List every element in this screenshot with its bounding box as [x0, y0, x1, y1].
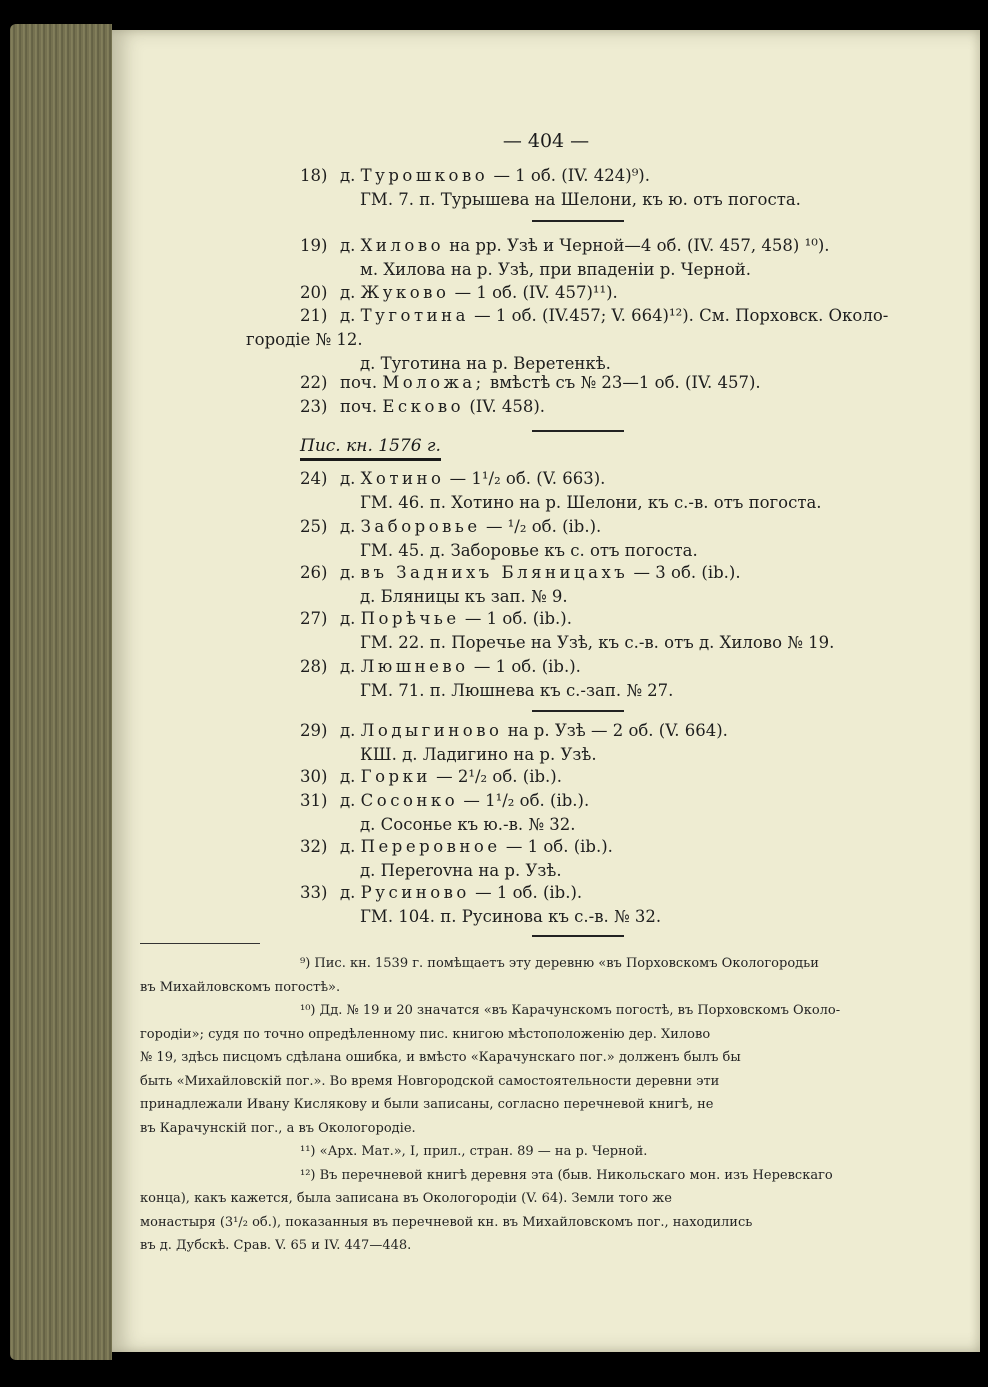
entry-number: 18)	[300, 166, 328, 185]
entry-details: — 3 об. (ib.).	[633, 563, 741, 582]
entry-place-name: Лодыгиново	[360, 721, 503, 740]
entry-details: — 1 об. (IV. 457)¹¹).	[454, 283, 618, 302]
entry-row	[300, 468, 605, 490]
entry-type: д.	[340, 517, 356, 536]
entry-row	[300, 882, 582, 904]
entry-place-name: Русиново	[360, 883, 470, 902]
entry-row	[300, 396, 545, 418]
entry-type: д.	[340, 563, 356, 582]
entry-number: 32)	[300, 837, 328, 856]
entry-place-name: въ Заднихъ Бляницахъ	[360, 563, 629, 582]
entry-row	[300, 656, 581, 678]
footnote-line: ⁹) Пис. кн. 1539 г. помѣщаетъ эту деревню «въ Порховскомъ Окологородьи	[300, 956, 819, 971]
book-page-edges	[10, 24, 112, 1360]
entry-row	[300, 165, 650, 187]
entry-details: — 1¹/₂ об. (ib.).	[463, 791, 590, 810]
entry-row	[300, 562, 741, 584]
entry-type: д.	[340, 306, 356, 325]
entry-place-name: Хилово	[360, 236, 445, 255]
entry-details: вмѣстѣ съ № 23—1 об. (IV. 457).	[489, 373, 761, 392]
entry-details: — 2¹/₂ об. (ib.).	[436, 767, 562, 786]
entry-details: — 1 об. (ib.).	[464, 609, 572, 628]
entry-row	[300, 372, 761, 394]
entry-modern-location: д. Сосонье къ ю.-в. № 32.	[360, 815, 576, 834]
entry-details: — ¹/₂ об. (ib.).	[485, 517, 602, 536]
entry-number: 20)	[300, 283, 328, 302]
entry-modern-location: м. Хилова на р. Узѣ, при впаденіи р. Черной.	[360, 260, 752, 279]
entry-type: д.	[340, 837, 356, 856]
entry-number: 30)	[300, 767, 328, 786]
entry-type: поч.	[340, 373, 378, 392]
entry-modern-location: д. Туготина на р. Веретенкѣ.	[360, 354, 611, 373]
page-number: — 404 —	[502, 130, 590, 152]
entry-number: 21)	[300, 306, 328, 325]
entry-place-name: Люшнево	[360, 657, 469, 676]
entry-modern-location: ГМ. 46. п. Хотино на р. Шелони, къ с.-в. отъ погоста.	[360, 493, 822, 512]
entry-type: поч.	[340, 397, 378, 416]
footnote-line: въ Михайловскомъ погостѣ».	[140, 979, 341, 995]
entry-number: 29)	[300, 721, 328, 740]
separator-rule-3	[532, 710, 624, 712]
entry-modern-location: д. Перerovна на р. Узѣ.	[360, 861, 562, 880]
entry-type: д.	[340, 791, 356, 810]
entry-row	[300, 720, 728, 742]
entry-type: д.	[340, 609, 356, 628]
entry-modern-location: КШ. д. Ладигино на р. Узѣ.	[360, 745, 597, 764]
entry-number: 19)	[300, 236, 328, 255]
entry-place-name: Порѣчье	[360, 609, 460, 628]
entry-details: — 1 об. (ib.).	[473, 657, 581, 676]
entry-modern-location: ГМ. 22. п. Поречье на Узѣ, къ с.-в. отъ д. Хилово № 19.	[360, 633, 835, 652]
entry-place-name: Есково	[382, 397, 465, 416]
footnote-line: ¹⁰) Дд. № 19 и 20 значатся «въ Карачунскомъ погостѣ, въ Порховскомъ Около-	[300, 1003, 841, 1018]
footnote-line: въ д. Дубскѣ. Срав. V. 65 и IV. 447—448.	[140, 1238, 412, 1253]
entry-place-name: Туготина	[360, 306, 469, 325]
separator-rule-4	[532, 935, 624, 937]
footnote-line: въ Карачунскій пог., а въ Окологородіе.	[140, 1120, 416, 1136]
entry-row	[300, 516, 601, 538]
entry-type: д.	[340, 469, 356, 488]
entry-type: д.	[340, 283, 356, 302]
entry-details: на рр. Узѣ и Черной—4 об. (IV. 457, 458) ¹⁰).	[449, 236, 830, 255]
entry-row	[300, 282, 618, 304]
entry-number: 25)	[300, 517, 328, 536]
entry-row	[300, 790, 589, 812]
footnote-line: конца), какъ кажется, была записана въ Окологородіи (V. 64). Земли того же	[140, 1191, 672, 1206]
entry-number: 22)	[300, 373, 328, 392]
footnote-line: городіи»; судя по точно опредѣленному пис. книгою мѣстоположенію дер. Хилово	[140, 1026, 711, 1042]
footnote-line: монастыря (3¹/₂ об.), показанныя въ перечневой кн. въ Михайловскомъ пог., находились	[140, 1214, 753, 1230]
entry-number: 26)	[300, 563, 328, 582]
entry-number: 33)	[300, 883, 328, 902]
entry-details: на р. Узѣ — 2 об. (V. 664).	[507, 721, 728, 740]
entry-details: — 1 об. (ib.).	[475, 883, 583, 902]
entry-number: 23)	[300, 397, 328, 416]
entry-details: — 1 об. (IV.457; V. 664)¹²). См. Порховск. Около-	[474, 306, 889, 325]
entry-details: — 1¹/₂ об. (V. 663).	[449, 469, 606, 488]
entry-type: д.	[340, 236, 356, 255]
entry-modern-location: ГМ. 71. п. Люшнева къ с.-зап. № 27.	[360, 681, 674, 700]
entry-modern-location: ГМ. 45. д. Заборовье къ с. отъ погоста.	[360, 541, 698, 560]
footnote-line: ¹²) Въ перечневой книгѣ деревня эта (быв. Никольскаго мон. изъ Неревскаго	[300, 1167, 833, 1183]
entry-modern-location: д. Бляницы къ зап. № 9.	[360, 587, 568, 606]
entry-details: — 1 об. (IV. 424)⁹).	[493, 166, 650, 185]
entry-place-name: Хотино	[360, 469, 445, 488]
entry-continuation: городіе № 12.	[246, 330, 363, 349]
entry-number: 24)	[300, 469, 328, 488]
footnote-line: быть «Михайловскій пог.». Во время Новгородской самостоятельности деревни эти	[140, 1073, 720, 1089]
entry-details: (IV. 458).	[469, 397, 546, 416]
entry-type: д.	[340, 166, 356, 185]
entry-number: 27)	[300, 609, 328, 628]
entry-place-name: Заборовье	[360, 517, 481, 536]
entry-modern-location: ГМ. 7. п. Турышева на Шелони, къ ю. отъ погоста.	[360, 190, 801, 209]
entry-place-name: Моложа;	[382, 373, 485, 392]
entry-type: д.	[340, 657, 356, 676]
entry-modern-location: ГМ. 104. п. Русинова къ с.-в. № 32.	[360, 907, 662, 926]
entry-row	[300, 305, 888, 327]
entry-type: д.	[340, 883, 356, 902]
section-title: Пис. кн. 1576 г.	[300, 436, 441, 461]
separator-rule-1	[532, 220, 624, 222]
entry-place-name: Жуково	[360, 283, 450, 302]
footnote-line: ¹¹) «Арх. Мат.», I, прил., стран. 89 — на р. Черной.	[300, 1144, 648, 1159]
entry-type: д.	[340, 767, 356, 786]
footnote-line: № 19, здѣсь писцомъ сдѣлана ошибка, и вмѣсто «Карачунскаго пог.» долженъ былъ бы	[140, 1050, 741, 1065]
entry-place-name: Турошково	[360, 166, 489, 185]
entry-place-name: Сосонко	[360, 791, 459, 810]
entry-details: — 1 об. (ib.).	[505, 837, 613, 856]
footnote-line: принадлежали Ивану Кислякову и были записаны, согласно перечневой книгѣ, не	[140, 1097, 714, 1112]
entry-row	[300, 836, 613, 858]
entry-row	[300, 608, 572, 630]
separator-rule-2	[532, 430, 624, 432]
entry-place-name: Переровное	[360, 837, 501, 856]
entry-row	[300, 235, 830, 257]
entry-row	[300, 766, 562, 788]
entry-number: 31)	[300, 791, 328, 810]
entry-type: д.	[340, 721, 356, 740]
entry-number: 28)	[300, 657, 328, 676]
entry-place-name: Горки	[360, 767, 431, 786]
footnote-rule	[140, 943, 260, 944]
